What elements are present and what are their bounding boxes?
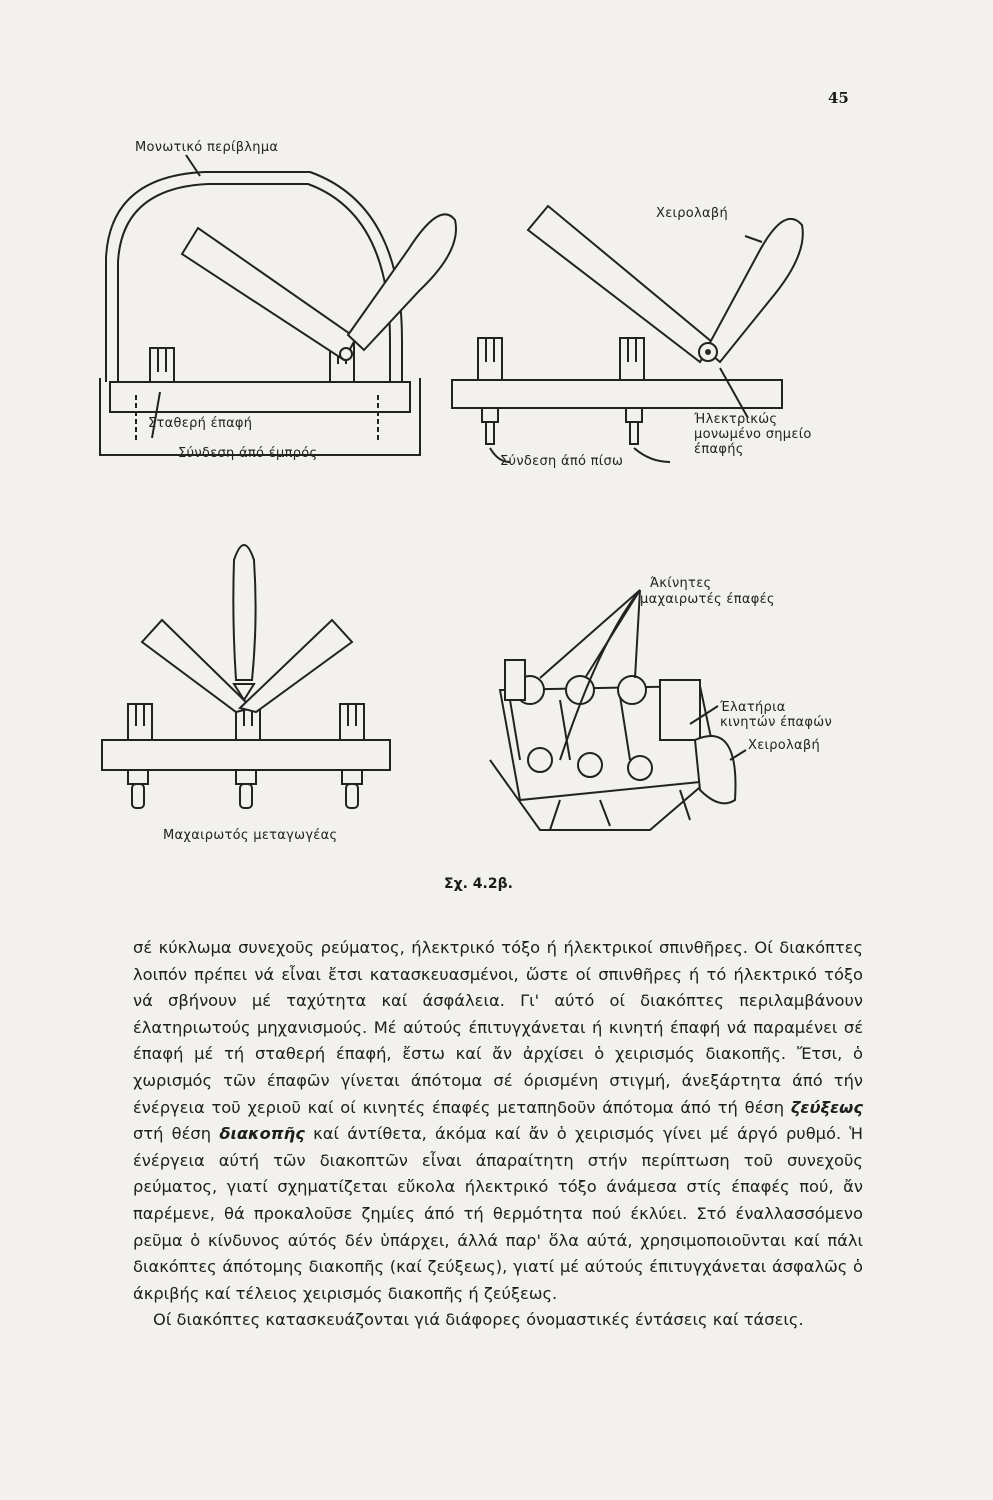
label-fixed-contact: Σταθερή έπαφή (148, 416, 253, 431)
front-connection-switch-drawing (100, 155, 456, 455)
label-handle-top: Χειρολαβή (656, 206, 729, 221)
paragraph-1-part-b: στή θέση (133, 1124, 212, 1144)
label-fixed-blades (640, 576, 775, 608)
label-insulated-point (694, 412, 812, 457)
label-insulated-point-line-1: Ήλεκτρικώς (694, 412, 778, 427)
paragraph-1 (133, 935, 863, 1307)
paragraph-2: Οί διακόπτες κατασκευάζονται γιά διάφορες όνομαστικές έντάσεις καί τάσεις. (153, 1310, 804, 1330)
changeover-switch-drawing (102, 545, 390, 808)
label-springs (720, 700, 832, 730)
emphasis-coupling: ζεύξεως (790, 1097, 863, 1117)
label-knife-switch: Μαχαιρωτός μεταγωγέας (163, 828, 338, 843)
label-springs-line-1: Έλατήρια (720, 700, 786, 715)
label-fixed-blades-line-2: μαχαιρωτές έπαφές (640, 592, 775, 607)
page-number: 45 (828, 89, 849, 107)
label-rear-connection: Σύνδεση άπό πίσω (500, 454, 624, 469)
spring-mechanism-drawing (490, 590, 746, 830)
label-springs-line-2: κινητών έπαφών (720, 715, 833, 730)
emphasis-interruption: διακοπῆς (219, 1124, 305, 1144)
label-insulating-enclosure: Μονωτικό περίβλημα (135, 140, 279, 155)
label-handle-bottom: Χειρολαβή (748, 738, 821, 753)
label-insulated-point-line-3: έπαφής (694, 442, 744, 457)
figure-caption: Σχ. 4.2β. (444, 876, 513, 892)
label-front-connection: Σύνδεση άπό έμπρός (178, 446, 318, 461)
paragraph-1-part-a: σέ κύκλωμα συνεχοῦς ρεύματος, ήλεκτρικό τόξο ή ήλεκτρικοί σπινθῆρες. Οί διακόπτες λοιπόν πρέπει νά εἶναι ἔτσι κατασκευασμένοι, ὥστε οί σπινθῆρες ή τό ήλεκτρικό τόξο νά σβήνουν μέ ταχύτητα καί άσφάλεια. Γι' αύτό οί διακόπτες περιλαμβάνουν έλατηριωτούς μηχανισμούς. Μέ αύτούς έπιτυγχάνεται ή κινητή έπαφή νά παραμένει σέ έπαφή μέ τή σταθερή έπαφή, ἔστω καί ἄν ἀρχίσει ὁ χειρισμός διακοπῆς. Ἔτσι, ὁ χωρισμός τῶν έπαφῶν γίνεται άπότομα σέ όρισμένη στιγμή, άνεξάρτητα άπό τήν ένέργεια τοῦ χεριοῦ καί οί κινητές έπαφές μεταπηδοῦν άπότομα άπό τή θέση (133, 938, 863, 1117)
label-fixed-blades-line-1: Άκίνητες (650, 576, 712, 591)
paragraph-1-part-c: καί άντίθετα, άκόμα καί ἄν ὁ χειρισμός γίνει μέ άργό ρυθμό. Ἡ ένέργεια αύτή τῶν διακοπτῶν εἶναι άπαραίτητη στήν περίπτωση τοῦ συνεχοῦς ρεύματος, γιατί σχηματίζεται εὔκολα ήλεκτρικό τόξο άνάμεσα στίς έπαφές πού, ἄν παρέμενε, θά προκαλοῦσε ζημίες άπό τή θερμότητα πού έκλύει. Στό έναλλασσόμενο ρεῦμα ὁ κίνδυνος αύτός δέν ὑπάρχει, άλλά παρ' ὅλα αύτά, χρησιμοποιοῦνται καί πάλι διακόπτες άπότομης διακοπῆς (καί ζεύξεως), γιατί μέ αύτούς έπιτυγχάνεται άσφαλῶς ὁ άκριβής καί τέλειος χειρισμός διακοπῆς ή ζεύξεως. (133, 1124, 863, 1303)
body-text (133, 935, 863, 1334)
label-insulated-point-line-2: μονωμένο σημείο (694, 427, 812, 442)
